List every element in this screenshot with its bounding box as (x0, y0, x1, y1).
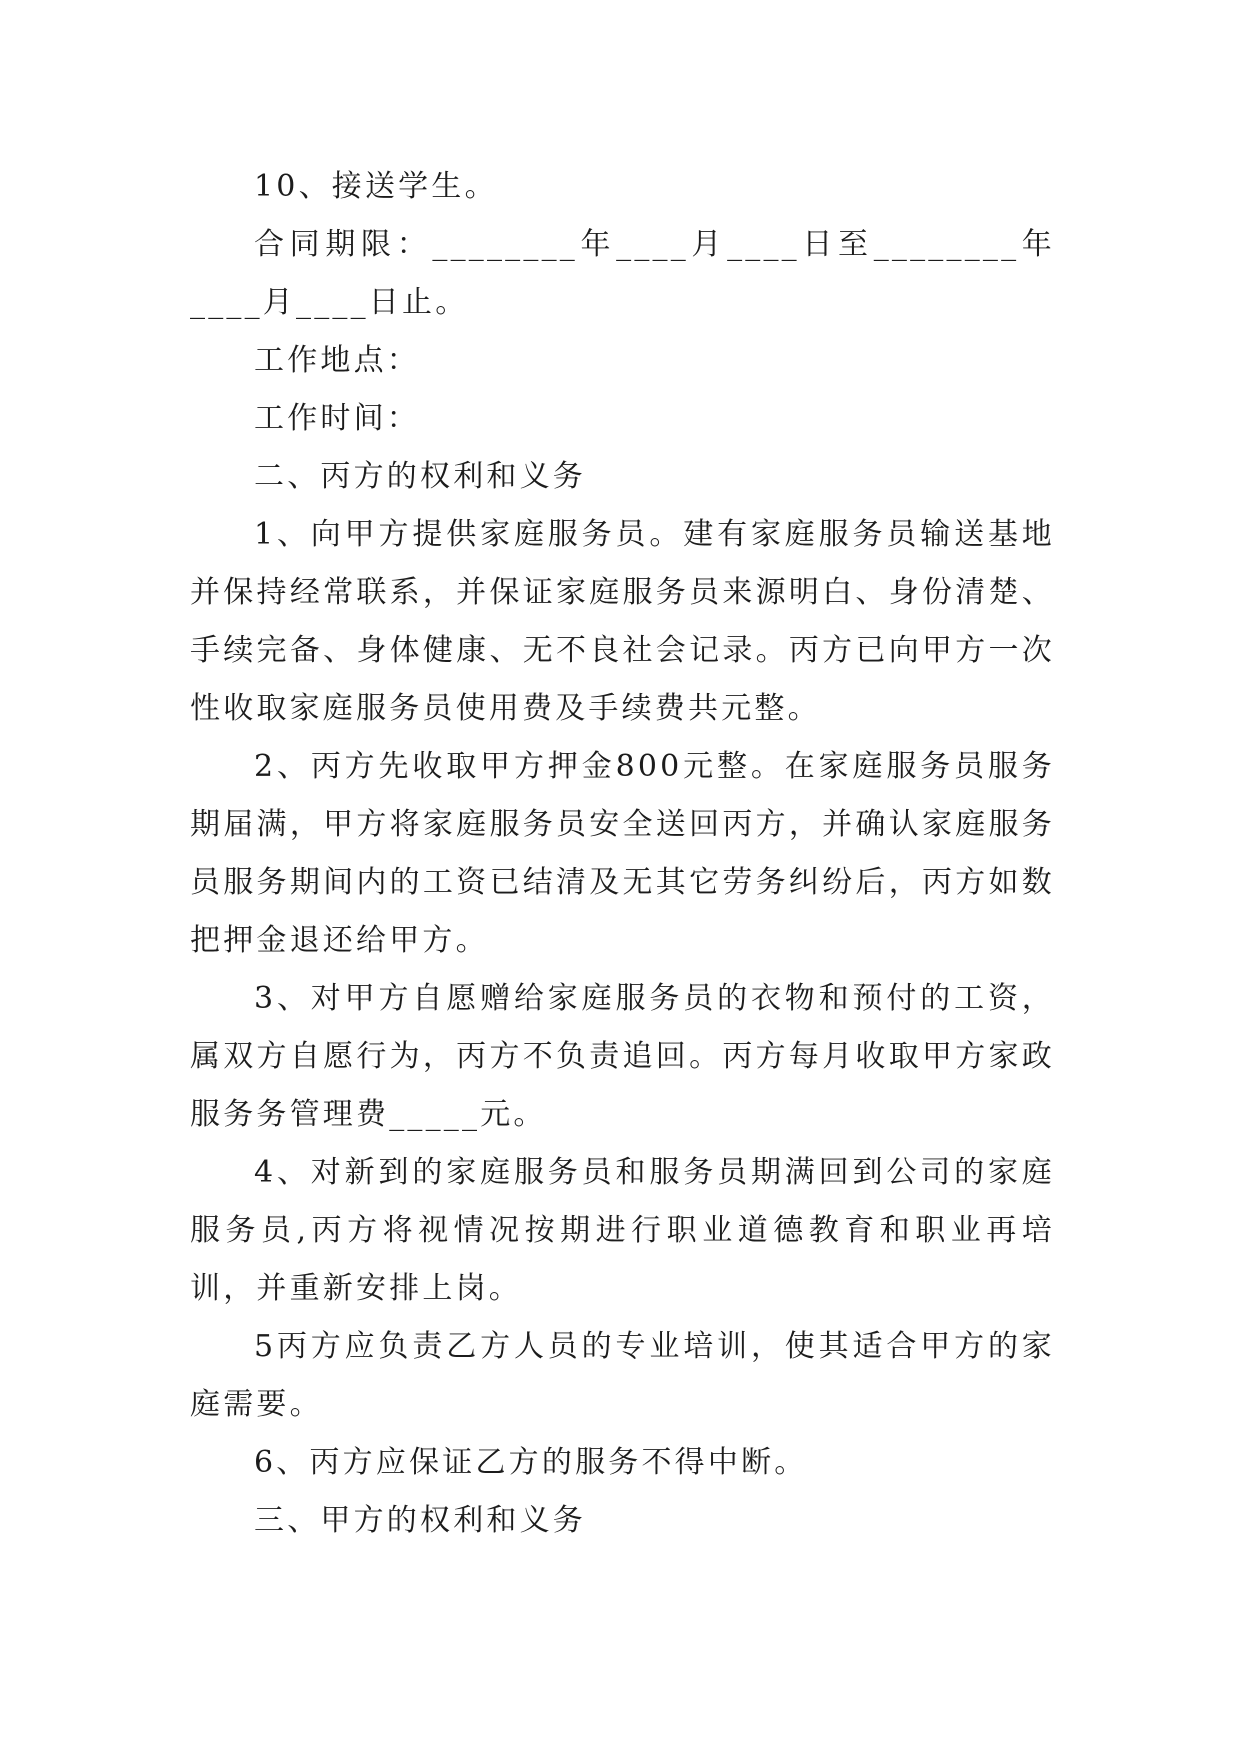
clause-c-1: 1、向甲方提供家庭服务员。建有家庭服务员输送基地并保持经常联系，并保证家庭服务员来源明白、身份清楚、手续完备、身体健康、无不良社会记录。丙方已向甲方一次性收取家庭服务员使用费及手续费共元整。 (190, 517, 1055, 726)
clause-c-3: 3、对甲方自愿赠给家庭服务员的衣物和预付的工资，属双方自愿行为，丙方不负责追回。丙方每月收取甲方家政服务务管理费_____元。 (190, 981, 1055, 1132)
document-body (190, 158, 1055, 1550)
section-heading-party-c: 二、丙方的权利和义务 (254, 459, 586, 494)
clause-c-6: 6、丙方应保证乙方的服务不得中断。 (254, 1445, 808, 1480)
paragraph-contract-term: 合同期限：________年____月____日至________年____月____日止。 (190, 227, 1055, 320)
paragraph-work-hours: 工作时间： (254, 401, 420, 436)
clause-c-4: 4、对新到的家庭服务员和服务员期满回到公司的家庭服务员,丙方将视情况按期进行职业道德教育和职业再培训，并重新安排上岗。 (190, 1155, 1055, 1306)
section-heading-party-a: 三、甲方的权利和义务 (254, 1503, 586, 1538)
clause-c-5: 5丙方应负责乙方人员的专业培训，使其适合甲方的家庭需要。 (190, 1329, 1055, 1422)
paragraph-work-location: 工作地点： (254, 343, 420, 378)
clause-c-2: 2、丙方先收取甲方押金800元整。在家庭服务员服务期届满，甲方将家庭服务员安全送回丙方，并确认家庭服务员服务期间内的工资已结清及无其它劳务纠纷后，丙方如数把押金退还给甲方。 (190, 749, 1055, 958)
paragraph-item-10: 10、接送学生。 (254, 169, 498, 204)
